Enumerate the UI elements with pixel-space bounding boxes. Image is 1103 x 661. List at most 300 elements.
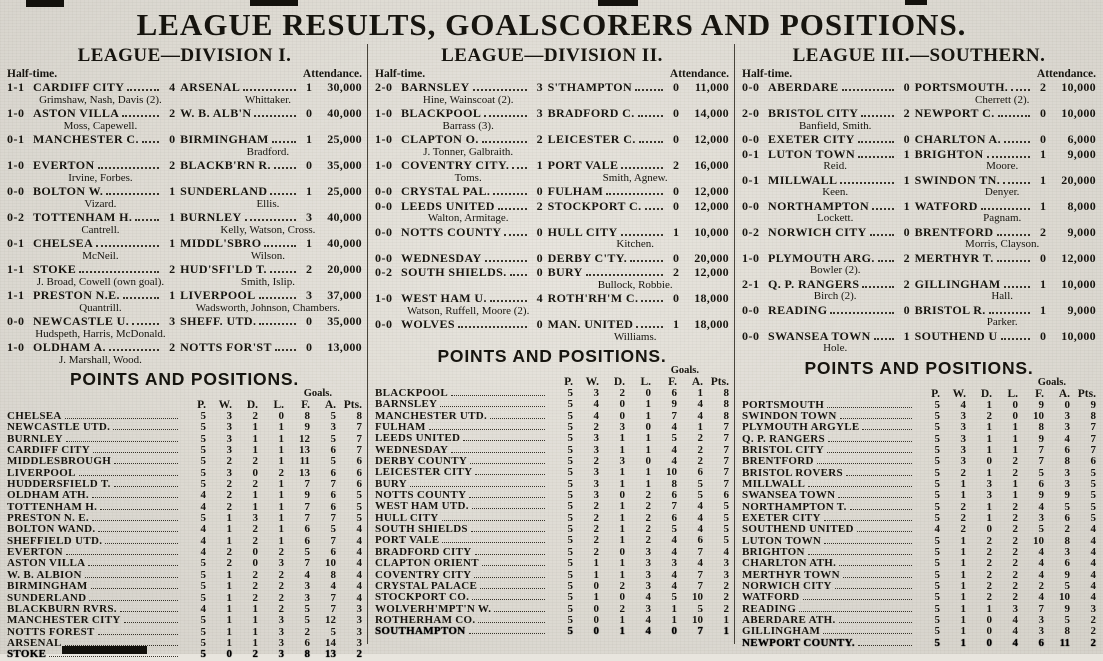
halftime-score: 0-0 [742, 198, 760, 213]
stat-pts: 3 [356, 602, 362, 615]
team-name: OLDHAM ATH. [7, 489, 89, 502]
table-row [742, 490, 1096, 501]
dot-leader [472, 599, 545, 600]
stat-d: 2 [619, 602, 625, 615]
dot-leader [858, 141, 894, 143]
halftime-score: 0-2 [7, 210, 25, 224]
stat-a: 5 [330, 625, 336, 638]
points-positions-title: POINTS AND POSITIONS. [804, 357, 1034, 378]
halftime-score: 0-0 [742, 80, 760, 94]
home-scorers: Moss, Capewell. [63, 119, 138, 132]
column-header: A. [324, 399, 336, 411]
points-positions-title: POINTS AND POSITIONS. [437, 346, 667, 366]
stat-a: 2 [697, 432, 703, 445]
table-row [7, 581, 362, 592]
dot-leader [275, 349, 296, 351]
home-team-block [33, 211, 175, 225]
stat-pts: 2 [1090, 625, 1096, 638]
match-result [742, 200, 1096, 225]
table-row [742, 456, 1096, 467]
result-line [742, 107, 1096, 121]
away-score: 1 [1040, 198, 1046, 213]
home-scorers: Birch (2). [813, 290, 857, 302]
stat-p: 5 [934, 625, 940, 638]
team-name: WATFORD [742, 591, 800, 604]
stat-p: 5 [934, 477, 940, 490]
home-team-block [401, 133, 543, 147]
stat-a: 12 [325, 614, 336, 627]
stat-l: 3 [645, 557, 651, 570]
match-result [7, 133, 362, 158]
home-team: READING [768, 302, 828, 317]
match-result [742, 81, 1096, 106]
division-column [0, 44, 367, 661]
home-score: 3 [169, 314, 176, 328]
away-team-block [915, 330, 1046, 344]
home-team: STOKE [33, 262, 77, 276]
team-name: SOUTH SHIELDS [375, 523, 468, 536]
stat-pts: 4 [1090, 534, 1096, 547]
stat-a: 7 [330, 534, 336, 547]
stat-p: 5 [567, 523, 573, 536]
column-header: W. [952, 387, 966, 400]
dot-leader [490, 418, 545, 419]
home-team: CHELSEA [33, 236, 94, 250]
stat-pts: 7 [356, 432, 362, 445]
dot-leader [120, 611, 178, 612]
dot-leader [109, 349, 159, 351]
stat-a: 3 [1064, 409, 1070, 422]
dot-leader [998, 115, 1030, 117]
stat-f: 4 [1038, 591, 1044, 604]
stat-a: 4 [697, 523, 703, 536]
dot-leader [451, 452, 545, 453]
stat-l: 2 [645, 489, 651, 502]
stat-p: 5 [567, 432, 573, 445]
dot-leader [142, 141, 159, 143]
halftime-score: 1-0 [375, 158, 393, 172]
home-score: 4 [169, 80, 176, 94]
match-result [742, 174, 1096, 199]
away-team: LIVERPOOL [180, 288, 256, 302]
attendance: 8,000 [1067, 198, 1096, 213]
column-header: D. [246, 399, 258, 411]
stat-w: 2 [593, 500, 599, 513]
stat-p: 5 [567, 602, 573, 615]
home-score: 3 [536, 80, 543, 94]
away-scorers: Cherrett (2). [974, 93, 1030, 106]
stat-p: 5 [567, 613, 573, 626]
scorers-line [375, 95, 729, 107]
team-cell [742, 422, 914, 433]
away-team-block [180, 289, 312, 303]
dot-leader [100, 509, 178, 510]
away-team: PORT VALE [547, 158, 619, 172]
away-team-block [180, 159, 312, 173]
stat-w: 2 [226, 500, 232, 513]
stat-p: 4 [200, 534, 206, 547]
goals-label: Goals. [303, 388, 332, 399]
team-name: NORWICH CITY [742, 580, 832, 592]
stat-a: 10 [1059, 591, 1070, 604]
home-team-block [33, 289, 175, 303]
away-team: STOCKPORT C. [547, 198, 642, 213]
stat-p: 5 [934, 466, 940, 479]
stat-f: 4 [671, 568, 677, 581]
stat-f: 6 [304, 636, 310, 649]
home-team: ASTON VILLA [33, 106, 120, 120]
dot-leader [830, 312, 893, 314]
away-team: DERBY C'TY. [547, 250, 628, 265]
home-team: BOLTON W. [33, 184, 104, 198]
team-name: CRYSTAL PALACE [375, 579, 478, 592]
dot-leader [1001, 338, 1030, 340]
dot-leader [410, 486, 545, 487]
stat-pts: 8 [356, 410, 362, 422]
home-team: BLACKPOOL [401, 106, 482, 120]
result-line [7, 315, 362, 329]
home-scorers: Lockett. [817, 212, 854, 224]
stat-a: 6 [697, 466, 703, 479]
stat-p: 5 [567, 511, 573, 524]
dot-leader [451, 395, 545, 396]
stat-pts: 1 [723, 613, 729, 626]
team-name: ARSENAL [7, 636, 62, 649]
column-header: W. [218, 399, 232, 411]
home-team: NOTTS COUNTY [401, 224, 502, 239]
stat-l: 3 [645, 568, 651, 581]
scorers-line [742, 161, 1096, 173]
stat-d: 1 [252, 421, 258, 434]
stat-l: 3 [645, 545, 651, 558]
dot-leader [474, 577, 545, 578]
home-team-block [768, 304, 910, 318]
stat-f: 8 [1038, 421, 1044, 434]
points-table [742, 400, 1096, 650]
stat-f: 2 [304, 625, 310, 638]
away-score: 1 [1040, 302, 1046, 317]
dot-leader [259, 297, 296, 299]
away-score: 0 [673, 250, 679, 265]
stat-f: 3 [304, 591, 310, 604]
match-result [7, 211, 362, 236]
stat-f: 4 [671, 443, 677, 456]
away-scorers: Wilson. [250, 249, 285, 262]
away-team: NOTTS FOR'ST [180, 340, 272, 354]
home-scorers: Keen. [822, 186, 849, 198]
dot-leader [645, 208, 663, 210]
team-name: EXETER CITY [742, 511, 821, 524]
team-name: BRISTOL ROVERS [742, 466, 843, 479]
home-team: NEWCASTLE U. [33, 314, 130, 328]
home-team: WEDNESDAY [401, 250, 482, 265]
result-line [7, 159, 362, 173]
dot-leader [458, 326, 527, 328]
stat-pts: 3 [356, 614, 362, 627]
stat-d: 1 [252, 432, 258, 445]
stat-a: 5 [1064, 614, 1070, 627]
scan-artifact [26, 0, 64, 7]
dot-leader [981, 208, 1030, 210]
team-cell [375, 399, 547, 410]
stat-pts: 2 [1090, 636, 1096, 649]
home-team: PLYMOUTH ARG. [768, 250, 875, 265]
stat-w: 3 [226, 466, 232, 479]
away-scorers: Ellis. [256, 197, 280, 210]
match-result [375, 159, 729, 184]
stat-p: 5 [200, 455, 206, 468]
stat-d: 2 [986, 591, 992, 604]
away-team-block [915, 174, 1046, 188]
stat-a: 3 [1064, 466, 1070, 479]
away-team-block [915, 133, 1046, 147]
stat-pts: 2 [356, 648, 362, 661]
dot-leader [1004, 141, 1030, 143]
stat-w: 1 [593, 557, 599, 570]
stat-f: 4 [1038, 500, 1044, 513]
home-scorers: Quantrill. [79, 301, 122, 314]
home-team: PRESTON N.E. [33, 288, 120, 302]
scorers-line [742, 121, 1096, 133]
stat-f: 5 [671, 523, 677, 536]
stat-p: 4 [200, 546, 206, 559]
team-name: SOUTHEND UNITED [742, 523, 854, 536]
stat-a: 14 [325, 636, 336, 649]
dot-leader [817, 463, 912, 464]
stat-pts: 8 [723, 387, 729, 399]
home-team-block [33, 341, 175, 355]
team-cell [742, 638, 914, 649]
attendance: 12,000 [694, 265, 729, 279]
stat-w: 1 [226, 580, 232, 593]
result-line [375, 159, 729, 173]
dot-leader [858, 156, 894, 158]
dot-leader [93, 452, 178, 453]
stat-f: 4 [1038, 557, 1044, 570]
stat-w: 1 [226, 602, 232, 615]
stat-pts: 4 [1090, 557, 1096, 570]
stat-p: 4 [200, 523, 206, 536]
home-scorers: Hine, Wainscoat (2). [422, 93, 514, 106]
stat-d: 1 [619, 477, 625, 490]
stat-a: 5 [330, 523, 336, 536]
stat-d: 1 [252, 602, 258, 615]
away-team: BURY [547, 265, 583, 279]
dot-leader [114, 463, 178, 464]
stat-w: 0 [226, 648, 232, 661]
stat-a: 1 [697, 387, 703, 399]
column-header: F. [668, 376, 677, 388]
away-team-block [915, 226, 1046, 240]
stat-pts: 3 [356, 625, 362, 638]
away-score: 0 [306, 314, 312, 328]
stat-l: 2 [278, 568, 284, 581]
home-team: NORTHAMPTON [768, 198, 870, 213]
dot-leader [123, 297, 159, 299]
stat-f: 3 [1038, 614, 1044, 627]
away-scorers [541, 306, 729, 318]
dot-leader [272, 141, 296, 143]
stat-d: 3 [619, 455, 625, 468]
stat-pts: 1 [723, 625, 729, 638]
stat-d: 3 [986, 477, 992, 490]
home-score: 0 [903, 132, 910, 146]
stat-f: 9 [1038, 489, 1044, 502]
stat-p: 5 [567, 500, 573, 513]
away-team-block [915, 107, 1046, 121]
team-name: COVENTRY CITY [375, 568, 472, 581]
away-team: ROTH'RH'M C. [547, 291, 639, 305]
away-score: 0 [673, 106, 679, 120]
stat-f: 5 [304, 614, 310, 627]
match-result [742, 304, 1096, 329]
home-score: 0 [536, 265, 543, 279]
stat-pts: 7 [356, 421, 362, 434]
stat-w: 1 [960, 557, 966, 570]
home-scorers: Hole. [823, 342, 848, 354]
dot-leader [874, 338, 894, 340]
stat-pts: 8 [723, 398, 729, 411]
stat-l: 3 [278, 557, 284, 570]
scorers-line [742, 239, 1096, 251]
halftime-score: 0-0 [742, 132, 760, 146]
stat-pts: 7 [356, 444, 362, 457]
away-team: MERTHYR T. [914, 250, 994, 265]
results-list [742, 81, 1096, 355]
attendance: 10,000 [1061, 80, 1096, 94]
stat-d: 0 [252, 546, 258, 559]
stat-p: 5 [200, 512, 206, 525]
result-line [742, 304, 1096, 318]
attendance: 10,000 [694, 224, 729, 239]
stat-p: 5 [200, 410, 206, 422]
stat-l: 1 [278, 500, 284, 513]
home-team-block [33, 185, 175, 199]
stat-pts: 4 [356, 568, 362, 581]
dot-leader [478, 622, 545, 623]
away-team: SWINDON TN. [914, 172, 1001, 187]
home-team: SWANSEA TOWN [768, 328, 871, 343]
home-team: ABERDARE [768, 80, 839, 94]
stat-a: 3 [330, 421, 336, 434]
home-team-block [33, 81, 175, 95]
home-team-block [401, 159, 543, 173]
stat-p: 5 [934, 489, 940, 502]
stat-d: 1 [619, 500, 625, 513]
home-score: 1 [169, 236, 176, 250]
stat-pts: 6 [356, 466, 362, 479]
stat-d: 3 [619, 421, 625, 434]
dot-leader [828, 441, 912, 442]
stat-p: 4 [200, 489, 206, 502]
stat-f: 6 [304, 534, 310, 547]
match-result [7, 315, 362, 340]
stat-w: 1 [593, 568, 599, 581]
stat-p: 5 [200, 648, 206, 661]
match-result [375, 107, 729, 132]
stat-w: 2 [593, 534, 599, 547]
column-header: P. [564, 376, 573, 388]
stat-a: 5 [330, 432, 336, 445]
home-team: EVERTON [33, 158, 95, 172]
stat-d: 1 [619, 466, 625, 479]
dot-leader [264, 245, 296, 247]
team-name: BIRMINGHAM [7, 580, 88, 593]
stat-l: 3 [1012, 602, 1018, 615]
stat-pts: 6 [356, 478, 362, 491]
stat-f: 4 [671, 421, 677, 434]
stat-l: 4 [645, 591, 651, 604]
stat-p: 5 [200, 636, 206, 649]
home-score: 2 [536, 132, 543, 146]
dot-leader [493, 193, 526, 195]
attendance: 40,000 [327, 210, 362, 224]
home-scorers [375, 332, 541, 344]
stat-pts: 5 [1090, 477, 1096, 490]
result-line [7, 237, 362, 251]
dot-leader [79, 271, 159, 273]
dot-leader [65, 418, 178, 419]
stat-f: 6 [671, 511, 677, 524]
stat-d: 0 [986, 625, 992, 638]
away-scorers [541, 121, 729, 133]
result-line [742, 226, 1096, 240]
stat-pts: 7 [723, 443, 729, 456]
home-team-block [768, 133, 910, 147]
home-scorers: J. Marshall, Wood. [58, 353, 142, 366]
team-name: FULHAM [375, 421, 426, 434]
stat-d: 0 [252, 466, 258, 479]
stat-w: 2 [593, 421, 599, 434]
stat-d: 1 [619, 613, 625, 626]
stat-l: 1 [278, 432, 284, 445]
stat-l: 3 [278, 614, 284, 627]
dot-leader [857, 531, 912, 532]
result-line [7, 289, 362, 303]
stat-f: 7 [671, 500, 677, 513]
dot-leader [987, 156, 1030, 158]
stat-pts: 3 [723, 557, 729, 570]
result-line [375, 81, 729, 95]
table-row [375, 558, 729, 569]
dot-leader [850, 509, 912, 510]
team-name: BURY [375, 477, 407, 490]
dot-leader [472, 508, 545, 509]
away-team-block [548, 107, 679, 121]
stat-l: 2 [645, 511, 651, 524]
dot-leader [827, 407, 912, 408]
scorers-line [742, 95, 1096, 107]
team-cell [7, 581, 180, 592]
away-team-block [180, 315, 312, 329]
scorers-line [7, 121, 362, 133]
stat-f: 4 [304, 568, 310, 581]
home-score: 1 [536, 158, 543, 172]
stat-p: 5 [567, 568, 573, 581]
stat-pts: 2 [723, 579, 729, 592]
stat-a: 5 [330, 455, 336, 468]
stat-pts: 5 [1090, 466, 1096, 479]
stat-d: 2 [619, 387, 625, 399]
stat-f: 3 [671, 557, 677, 570]
stat-l: 0 [645, 455, 651, 468]
stat-w: 0 [593, 613, 599, 626]
team-cell [7, 615, 180, 626]
stat-l: 4 [1012, 614, 1018, 627]
stat-pts: 5 [1090, 511, 1096, 524]
stat-l: 2 [1012, 523, 1018, 536]
away-team: CHARLTON A. [914, 132, 1001, 146]
